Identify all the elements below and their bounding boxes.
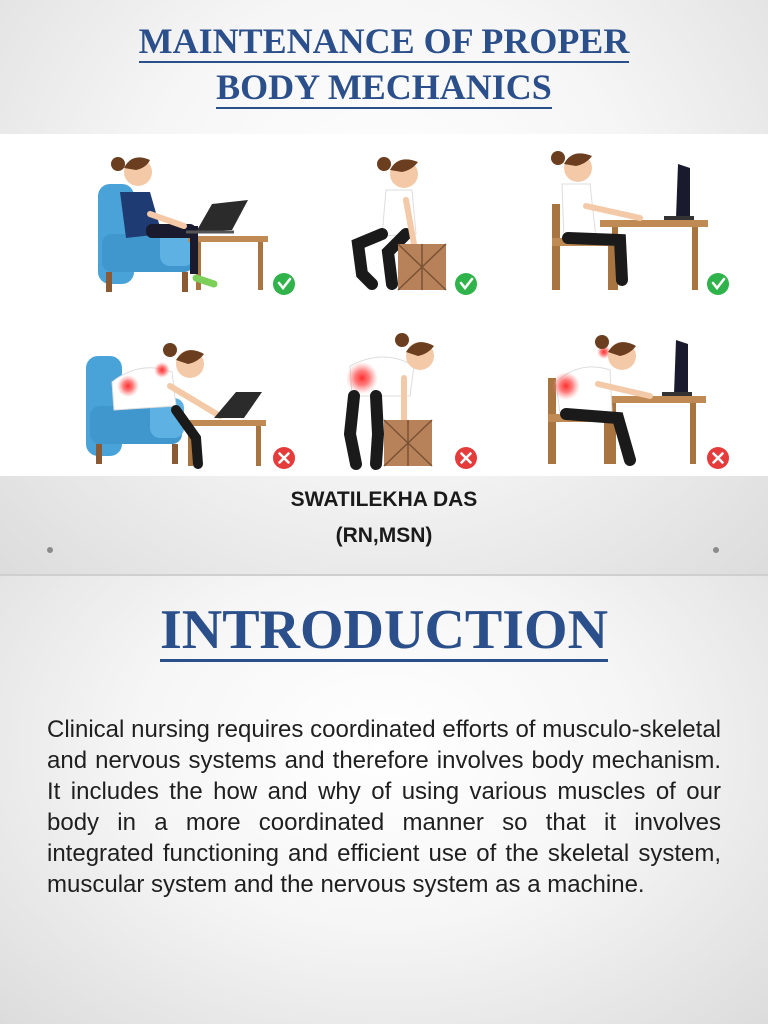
illustration-desk-incorrect	[548, 335, 706, 464]
incorrect-cross-icon	[273, 447, 295, 469]
illustration-lifting-correct	[358, 157, 446, 290]
introduction-title-text: INTRODUCTION	[159, 599, 609, 661]
incorrect-cross-icon	[707, 447, 729, 469]
decorative-dot-left	[47, 547, 53, 553]
slide-title-line-1: MAINTENANCE OF PROPER	[138, 21, 630, 61]
correct-check-icon	[455, 273, 477, 295]
introduction-slide	[0, 576, 768, 1024]
decorative-dot-right	[713, 547, 719, 553]
incorrect-cross-icon	[455, 447, 477, 469]
author-name: SWATILEKHA DAS	[290, 488, 478, 511]
posture-illustration	[0, 134, 768, 476]
slide-title	[0, 18, 768, 110]
illustration-armchair-incorrect	[86, 343, 266, 466]
illustration-armchair-correct	[98, 157, 268, 292]
introduction-title	[0, 598, 768, 662]
slide-title-line-2: BODY MECHANICS	[216, 67, 552, 107]
author-credentials: (RN,MSN)	[335, 524, 433, 547]
illustration-lifting-incorrect	[346, 333, 434, 466]
introduction-body: Clinical nursing requires coordinated efforts of musculo-skeletal and nervous systems and therefore involves body mechanism. It includes the how and why of using various muscles of our body in a more coordinated manner so that it involves integrated functioning and efficient use of the skeletal system, muscular system and the nervous system as a machine.	[47, 716, 721, 898]
correct-check-icon	[273, 273, 295, 295]
illustration-desk-correct	[551, 151, 708, 290]
correct-check-icon	[707, 273, 729, 295]
